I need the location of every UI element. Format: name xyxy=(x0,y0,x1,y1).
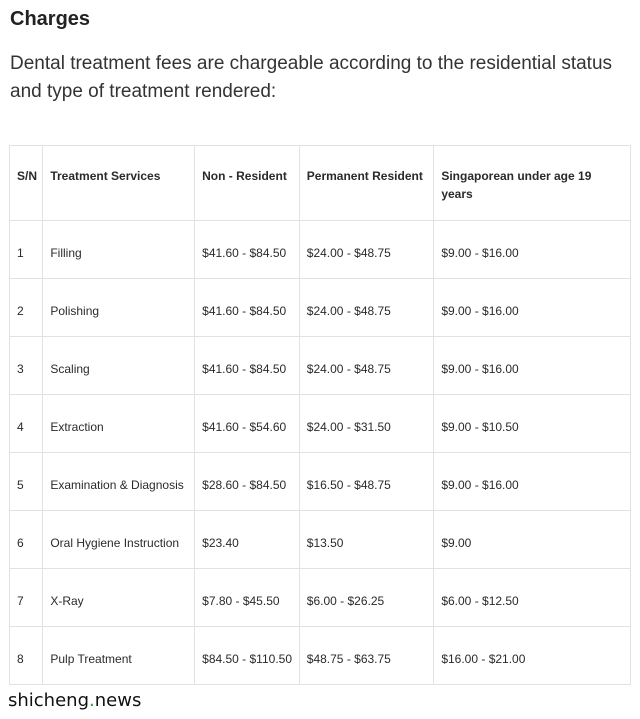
cell-permanent-resident: $48.75 - $63.75 xyxy=(299,627,434,685)
cell-non-resident: $41.60 - $84.50 xyxy=(195,279,300,337)
header-permanent-resident: Permanent Resident xyxy=(299,146,434,221)
table-row xyxy=(10,221,631,279)
watermark-prefix: shicheng xyxy=(8,690,89,711)
cell-treatment: Polishing xyxy=(43,279,195,337)
table-row xyxy=(10,453,631,511)
watermark-dot: . xyxy=(89,690,95,711)
cell-permanent-resident: $13.50 xyxy=(299,511,434,569)
charges-table xyxy=(9,145,631,685)
cell-permanent-resident: $24.00 - $48.75 xyxy=(299,337,434,395)
cell-sn: 6 xyxy=(10,511,43,569)
cell-non-resident: $28.60 - $84.50 xyxy=(195,453,300,511)
cell-permanent-resident: $24.00 - $48.75 xyxy=(299,221,434,279)
cell-sn: 2 xyxy=(10,279,43,337)
watermark-suffix: news xyxy=(94,690,142,711)
cell-treatment: Oral Hygiene Instruction xyxy=(43,511,195,569)
cell-non-resident: $41.60 - $84.50 xyxy=(195,337,300,395)
cell-non-resident: $23.40 xyxy=(195,511,300,569)
header-singaporean-under-19: Singaporean under age 19 years xyxy=(434,146,631,221)
cell-sn: 7 xyxy=(10,569,43,627)
table-row xyxy=(10,395,631,453)
table-row xyxy=(10,627,631,685)
cell-sn: 5 xyxy=(10,453,43,511)
cell-permanent-resident: $16.50 - $48.75 xyxy=(299,453,434,511)
cell-sn: 8 xyxy=(10,627,43,685)
cell-singaporean: $9.00 - $16.00 xyxy=(434,279,631,337)
cell-treatment: Examination & Diagnosis xyxy=(43,453,195,511)
cell-singaporean: $9.00 xyxy=(434,511,631,569)
table-header-row xyxy=(10,146,631,221)
cell-singaporean: $9.00 - $16.00 xyxy=(434,337,631,395)
table-row xyxy=(10,337,631,395)
header-non-resident: Non - Resident xyxy=(195,146,300,221)
cell-treatment: Scaling xyxy=(43,337,195,395)
cell-sn: 1 xyxy=(10,221,43,279)
cell-treatment: Pulp Treatment xyxy=(43,627,195,685)
cell-non-resident: $7.80 - $45.50 xyxy=(195,569,300,627)
table-row xyxy=(10,569,631,627)
cell-treatment: Extraction xyxy=(43,395,195,453)
cell-sn: 4 xyxy=(10,395,43,453)
cell-non-resident: $84.50 - $110.50 xyxy=(195,627,300,685)
cell-treatment: Filling xyxy=(43,221,195,279)
cell-singaporean: $9.00 - $16.00 xyxy=(434,221,631,279)
cell-permanent-resident: $24.00 - $48.75 xyxy=(299,279,434,337)
cell-permanent-resident: $24.00 - $31.50 xyxy=(299,395,434,453)
page-title: Charges xyxy=(10,8,91,30)
cell-treatment: X-Ray xyxy=(43,569,195,627)
intro-paragraph: Dental treatment fees are chargeable according to the residential status and type of treatment rendered: xyxy=(10,53,613,102)
cell-singaporean: $9.00 - $16.00 xyxy=(434,453,631,511)
cell-non-resident: $41.60 - $54.60 xyxy=(195,395,300,453)
table-row xyxy=(10,511,631,569)
cell-sn: 3 xyxy=(10,337,43,395)
header-treatment-services: Treatment Services xyxy=(43,146,195,221)
header-sn: S/N xyxy=(10,146,43,221)
cell-singaporean: $9.00 - $10.50 xyxy=(434,395,631,453)
cell-singaporean: $6.00 - $12.50 xyxy=(434,569,631,627)
cell-non-resident: $41.60 - $84.50 xyxy=(195,221,300,279)
cell-singaporean: $16.00 - $21.00 xyxy=(434,627,631,685)
site-watermark xyxy=(8,690,141,711)
table-row xyxy=(10,279,631,337)
cell-permanent-resident: $6.00 - $26.25 xyxy=(299,569,434,627)
